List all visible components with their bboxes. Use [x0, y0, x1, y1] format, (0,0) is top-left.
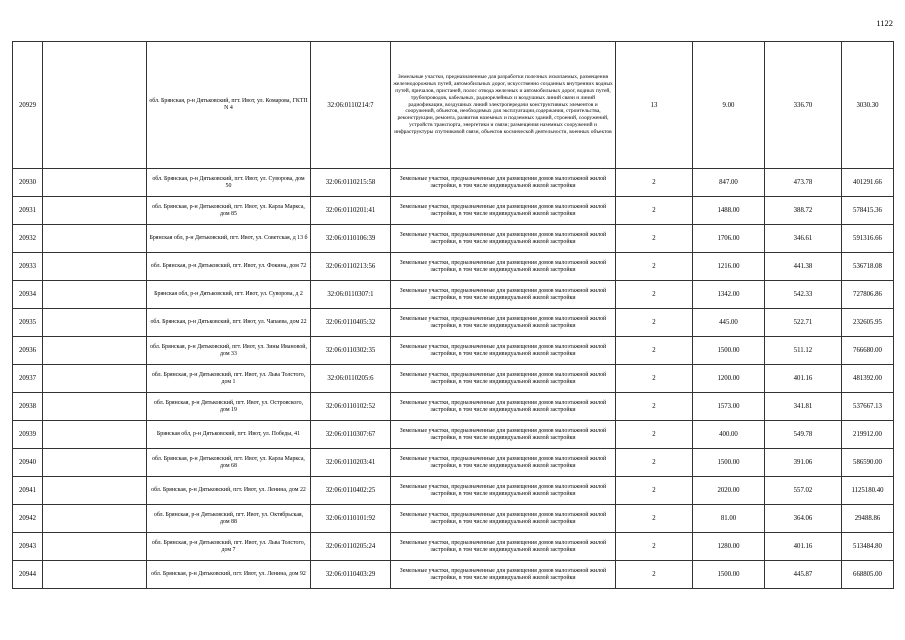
- land-use-description-cell: Земельные участки, предназначенные для размещения домов малоэтажной жилой застройки, в том числе индивидуальной жилой застройки: [391, 449, 616, 477]
- table-row: [13, 253, 894, 281]
- blank-cell: [43, 337, 147, 365]
- land-use-group-cell: 2: [616, 337, 693, 365]
- row-id-cell: 20936: [13, 337, 43, 365]
- land-use-description-cell: Земельные участки, предназначенные для размещения домов малоэтажной жилой застройки, в том числе индивидуальной жилой застройки: [391, 253, 616, 281]
- specific-value-cell: 364.06: [765, 505, 842, 533]
- land-use-group-cell: 2: [616, 253, 693, 281]
- address-cell: обл. Брянская, р-н Дятьковский, пгт. Ивот, ул. Льва Толстого, дом 1: [147, 365, 311, 393]
- row-id-cell: 20940: [13, 449, 43, 477]
- specific-value-cell: 522.71: [765, 309, 842, 337]
- cadastral-value-table: [12, 41, 894, 589]
- area-cell: 847.00: [693, 169, 765, 197]
- land-use-group-cell: 2: [616, 561, 693, 589]
- specific-value-cell: 542.33: [765, 281, 842, 309]
- table-row: [13, 309, 894, 337]
- cadastral-number-cell: 32:06:0110214:7: [311, 42, 391, 169]
- cadastral-number-cell: 32:06:0110403:29: [311, 561, 391, 589]
- area-cell: 1200.00: [693, 365, 765, 393]
- cadastral-number-cell: 32:06:0110102:52: [311, 393, 391, 421]
- row-id-cell: 20935: [13, 309, 43, 337]
- cadastral-value-cell: 232605.95: [842, 309, 894, 337]
- land-use-description-cell: Земельные участки, предназначенные для размещения домов малоэтажной жилой застройки, в том числе индивидуальной жилой застройки: [391, 365, 616, 393]
- area-cell: 445.00: [693, 309, 765, 337]
- table-row: [13, 337, 894, 365]
- blank-cell: [43, 561, 147, 589]
- row-id-cell: 20931: [13, 197, 43, 225]
- cadastral-number-cell: 32:06:0110307:67: [311, 421, 391, 449]
- cadastral-number-cell: 32:06:0110307:1: [311, 281, 391, 309]
- table-row: [13, 477, 894, 505]
- land-use-group-cell: 2: [616, 505, 693, 533]
- row-id-cell: 20929: [13, 42, 43, 169]
- table-row: [13, 533, 894, 561]
- specific-value-cell: 549.78: [765, 421, 842, 449]
- address-cell: обл. Брянская, р-н Дятьковский, пгт. Ивот, ул. Чапаева, дом 22: [147, 309, 311, 337]
- blank-cell: [43, 309, 147, 337]
- blank-cell: [43, 169, 147, 197]
- cadastral-value-cell: 513484.80: [842, 533, 894, 561]
- land-use-group-cell: 2: [616, 393, 693, 421]
- table-row: [13, 393, 894, 421]
- land-use-description-cell: Земельные участки, предназначенные для размещения домов малоэтажной жилой застройки, в том числе индивидуальной жилой застройки: [391, 197, 616, 225]
- row-id-cell: 20944: [13, 561, 43, 589]
- blank-cell: [43, 225, 147, 253]
- specific-value-cell: 401.16: [765, 365, 842, 393]
- area-cell: 9.00: [693, 42, 765, 169]
- address-cell: обл. Брянская, р-н Дятьковский, пгт. Ивот, ул. Суворова, дом 50: [147, 169, 311, 197]
- land-use-description-cell: Земельные участки, предназначенные для размещения домов малоэтажной жилой застройки, в том числе индивидуальной жилой застройки: [391, 309, 616, 337]
- cadastral-value-cell: 401291.66: [842, 169, 894, 197]
- cadastral-value-cell: 591316.66: [842, 225, 894, 253]
- blank-cell: [43, 533, 147, 561]
- cadastral-number-cell: 32:06:0110205:6: [311, 365, 391, 393]
- cadastral-number-cell: 32:06:0110101:92: [311, 505, 391, 533]
- specific-value-cell: 473.78: [765, 169, 842, 197]
- address-cell: обл. Брянская, р-н Дятьковский, пгт. Ивот, ул. Льва Толстого, дом 7: [147, 533, 311, 561]
- table-row: [13, 421, 894, 449]
- specific-value-cell: 341.81: [765, 393, 842, 421]
- address-cell: Брянская обл, р-н Дятьковский, пгт. Ивот, ул. Советская, д 13 б: [147, 225, 311, 253]
- blank-cell: [43, 197, 147, 225]
- table-row: [13, 281, 894, 309]
- land-use-group-cell: 2: [616, 309, 693, 337]
- specific-value-cell: 388.72: [765, 197, 842, 225]
- row-id-cell: 20938: [13, 393, 43, 421]
- area-cell: 1573.00: [693, 393, 765, 421]
- cadastral-number-cell: 32:06:0110405:32: [311, 309, 391, 337]
- cadastral-number-cell: 32:06:0110215:58: [311, 169, 391, 197]
- cadastral-number-cell: 32:06:0110302:35: [311, 337, 391, 365]
- cadastral-value-cell: 727806.86: [842, 281, 894, 309]
- table-row: [13, 169, 894, 197]
- land-use-description-cell: Земельные участки, предназначенные для размещения домов малоэтажной жилой застройки, в том числе индивидуальной жилой застройки: [391, 561, 616, 589]
- address-cell: обл. Брянская, р-н Дятьковский, пгт. Ивот, ул. Карла Маркса, дом 68: [147, 449, 311, 477]
- area-cell: 2020.00: [693, 477, 765, 505]
- blank-cell: [43, 42, 147, 169]
- cadastral-value-cell: 3030.30: [842, 42, 894, 169]
- table-row: [13, 505, 894, 533]
- land-use-group-cell: 2: [616, 365, 693, 393]
- land-use-description-cell: Земельные участки, предназначенные для размещения домов малоэтажной жилой застройки, в том числе индивидуальной жилой застройки: [391, 421, 616, 449]
- blank-cell: [43, 505, 147, 533]
- address-cell: обл. Брянская, р-н Дятьковский, пгт. Ивот, ул. Карла Маркса, дом 85: [147, 197, 311, 225]
- area-cell: 1500.00: [693, 337, 765, 365]
- row-id-cell: 20933: [13, 253, 43, 281]
- cadastral-value-cell: 219912.00: [842, 421, 894, 449]
- blank-cell: [43, 253, 147, 281]
- row-id-cell: 20937: [13, 365, 43, 393]
- land-use-description-cell: Земельные участки, предназначенные для разработки полезных ископаемых, размещения железнодорожных путей, автомобильных дорог, искусственно созданных внутренних водных путей, причалов, пристаней, полос отвода железных и автомобильных дорог, водных путей, трубопроводов, кабельных, радиорелейных и воздушных линий связи и линий радиофикации, воздушных линий электропередачи конструктивных элементов и сооружений, объектов, необходимых для эксплуатации,содержания, строительства, реконструкции, ремонта, развития наземных и подземных зданий, строений, сооружений, устройств транспорта, энергетики и связи; размещения наземных сооружений и инфраструктуры спутниковой связи, объектов космической деятельности, военных объектов: [391, 42, 616, 169]
- address-cell: обл. Брянская, р-н Дятьковский, пгт. Ивот, ул. Октябрьская, дом 88: [147, 505, 311, 533]
- land-use-description-cell: Земельные участки, предназначенные для размещения домов малоэтажной жилой застройки, в том числе индивидуальной жилой застройки: [391, 505, 616, 533]
- area-cell: 1216.00: [693, 253, 765, 281]
- table-row: [13, 365, 894, 393]
- land-use-group-cell: 13: [616, 42, 693, 169]
- address-cell: обл. Брянская, р-н Дятьковский, пгт. Ивот, ул. Ленина, дом 22: [147, 477, 311, 505]
- land-use-description-cell: Земельные участки, предназначенные для размещения домов малоэтажной жилой застройки, в том числе индивидуальной жилой застройки: [391, 533, 616, 561]
- land-use-group-cell: 2: [616, 533, 693, 561]
- address-cell: обл. Брянская, р-н Дятьковский, пгт. Ивот, ул. Фокина, дом 72: [147, 253, 311, 281]
- area-cell: 1488.00: [693, 197, 765, 225]
- address-cell: Брянская обл, р-н Дятьковский, пгт. Ивот, ул. Победы, 41: [147, 421, 311, 449]
- area-cell: 1500.00: [693, 449, 765, 477]
- row-id-cell: 20939: [13, 421, 43, 449]
- area-cell: 1500.00: [693, 561, 765, 589]
- specific-value-cell: 391.06: [765, 449, 842, 477]
- land-use-group-cell: 2: [616, 477, 693, 505]
- table-body: [13, 42, 894, 589]
- blank-cell: [43, 477, 147, 505]
- cadastral-value-cell: 586590.00: [842, 449, 894, 477]
- land-use-group-cell: 2: [616, 169, 693, 197]
- blank-cell: [43, 421, 147, 449]
- area-cell: 1342.00: [693, 281, 765, 309]
- table-row: [13, 561, 894, 589]
- row-id-cell: 20932: [13, 225, 43, 253]
- cadastral-value-cell: 29488.86: [842, 505, 894, 533]
- land-use-description-cell: Земельные участки, предназначенные для размещения домов малоэтажной жилой застройки, в том числе индивидуальной жилой застройки: [391, 281, 616, 309]
- cadastral-number-cell: 32:06:0110402:25: [311, 477, 391, 505]
- specific-value-cell: 511.12: [765, 337, 842, 365]
- address-cell: Брянская обл, р-н Дятьковский, пгт. Ивот, ул. Суворова, д 2: [147, 281, 311, 309]
- page-number: 1122: [876, 18, 893, 28]
- land-use-description-cell: Земельные участки, предназначенные для размещения домов малоэтажной жилой застройки, в том числе индивидуальной жилой застройки: [391, 225, 616, 253]
- address-cell: обл. Брянская, р-н Дятьковский, пгт. Ивот, ул. Комарова, ГКТП N 4: [147, 42, 311, 169]
- row-id-cell: 20930: [13, 169, 43, 197]
- land-use-description-cell: Земельные участки, предназначенные для размещения домов малоэтажной жилой застройки, в том числе индивидуальной жилой застройки: [391, 169, 616, 197]
- blank-cell: [43, 281, 147, 309]
- row-id-cell: 20941: [13, 477, 43, 505]
- land-use-group-cell: 2: [616, 449, 693, 477]
- specific-value-cell: 557.02: [765, 477, 842, 505]
- table-row: [13, 225, 894, 253]
- area-cell: 1706.00: [693, 225, 765, 253]
- cadastral-value-cell: 668805.00: [842, 561, 894, 589]
- land-use-group-cell: 2: [616, 225, 693, 253]
- address-cell: обл. Брянская, р-н Дятьковский, пгт. Ивот, ул. Островского, дом 19: [147, 393, 311, 421]
- cadastral-number-cell: 32:06:0110201:41: [311, 197, 391, 225]
- blank-cell: [43, 365, 147, 393]
- cadastral-value-cell: 481392.00: [842, 365, 894, 393]
- area-cell: 1280.00: [693, 533, 765, 561]
- row-id-cell: 20943: [13, 533, 43, 561]
- blank-cell: [43, 449, 147, 477]
- specific-value-cell: 336.70: [765, 42, 842, 169]
- table-row: [13, 449, 894, 477]
- cadastral-number-cell: 32:06:0110213:56: [311, 253, 391, 281]
- land-use-description-cell: Земельные участки, предназначенные для размещения домов малоэтажной жилой застройки, в том числе индивидуальной жилой застройки: [391, 337, 616, 365]
- cadastral-number-cell: 32:06:0110106:39: [311, 225, 391, 253]
- cadastral-value-cell: 766680.00: [842, 337, 894, 365]
- address-cell: обл. Брянская, р-н Дятьковский, пгт. Ивот, ул. Зины Ивановой, дом 33: [147, 337, 311, 365]
- row-id-cell: 20934: [13, 281, 43, 309]
- specific-value-cell: 441.38: [765, 253, 842, 281]
- cadastral-number-cell: 32:06:0110203:41: [311, 449, 391, 477]
- cadastral-value-cell: 1125180.40: [842, 477, 894, 505]
- area-cell: 81.00: [693, 505, 765, 533]
- land-use-group-cell: 2: [616, 197, 693, 225]
- land-use-description-cell: Земельные участки, предназначенные для размещения домов малоэтажной жилой застройки, в том числе индивидуальной жилой застройки: [391, 393, 616, 421]
- table-row: [13, 42, 894, 169]
- area-cell: 400.00: [693, 421, 765, 449]
- cadastral-value-cell: 536718.08: [842, 253, 894, 281]
- specific-value-cell: 401.16: [765, 533, 842, 561]
- address-cell: обл. Брянская, р-н Дятьковский, пгт. Ивот, ул. Ленина, дом 92: [147, 561, 311, 589]
- specific-value-cell: 445.87: [765, 561, 842, 589]
- table-row: [13, 197, 894, 225]
- specific-value-cell: 346.61: [765, 225, 842, 253]
- cadastral-number-cell: 32:06:0110205:24: [311, 533, 391, 561]
- land-use-group-cell: 2: [616, 281, 693, 309]
- cadastral-value-cell: 578415.36: [842, 197, 894, 225]
- land-use-description-cell: Земельные участки, предназначенные для размещения домов малоэтажной жилой застройки, в том числе индивидуальной жилой застройки: [391, 477, 616, 505]
- row-id-cell: 20942: [13, 505, 43, 533]
- land-use-group-cell: 2: [616, 421, 693, 449]
- cadastral-value-cell: 537667.13: [842, 393, 894, 421]
- blank-cell: [43, 393, 147, 421]
